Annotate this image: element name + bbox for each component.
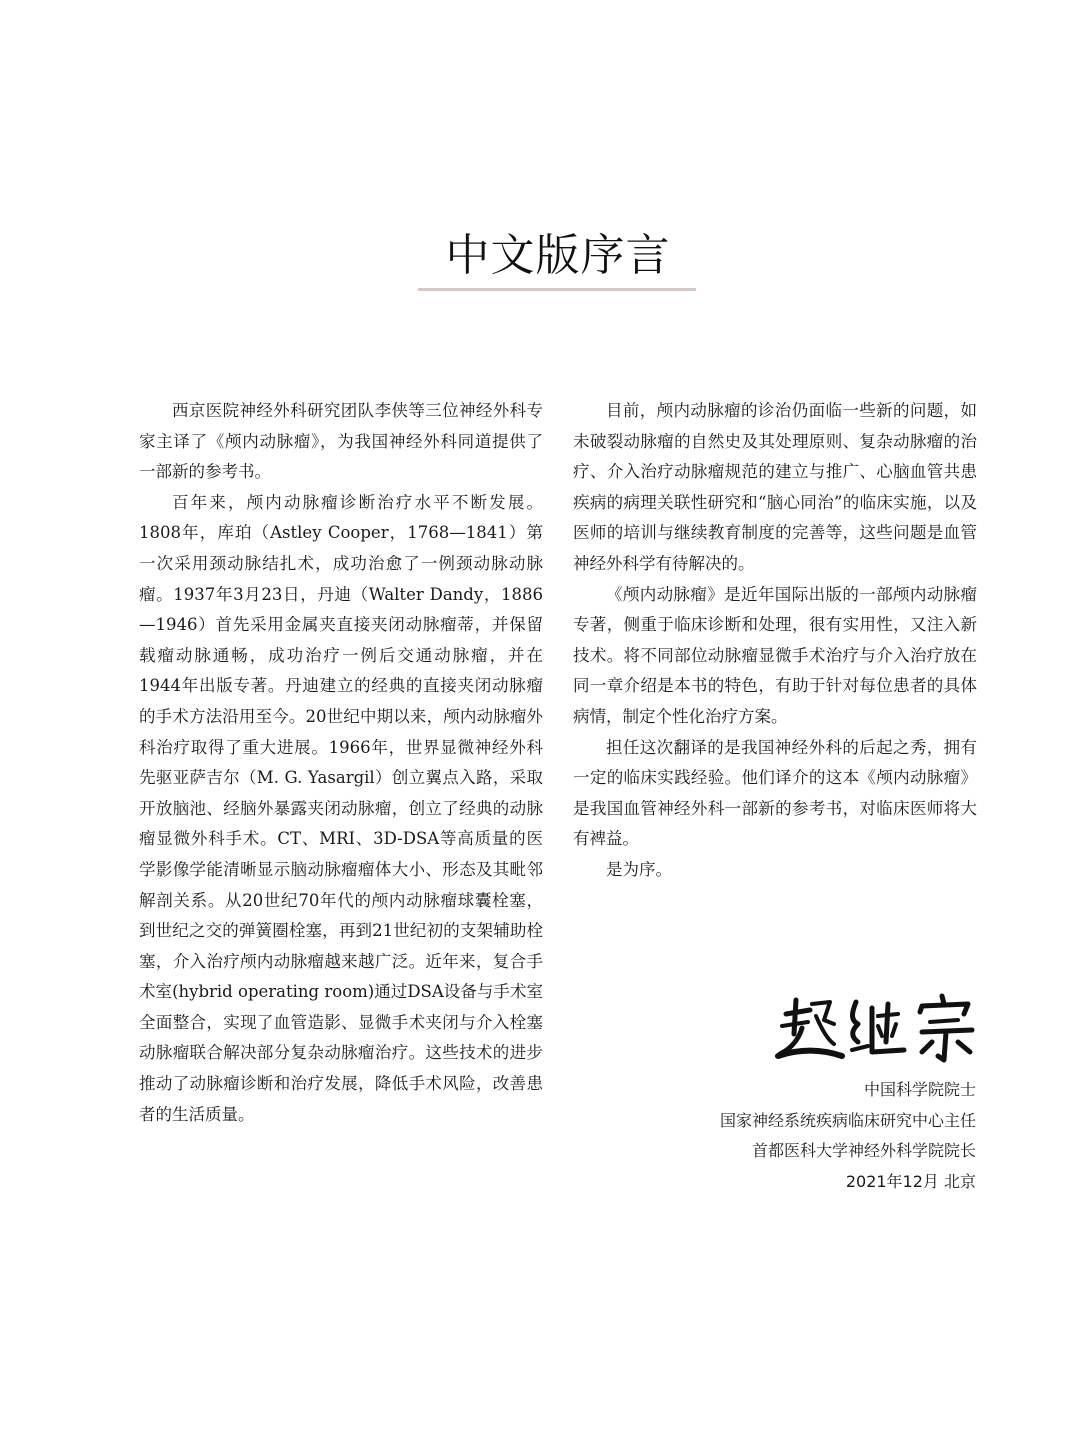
- title-underline: [418, 288, 696, 291]
- page-title: 中文版序言: [445, 230, 671, 281]
- author-credits: [720, 1075, 976, 1197]
- credit-line: 首都医科大学神经外科学院院长: [751, 1141, 976, 1160]
- credit-line: 国家神经系统疾病临床研究中心主任: [719, 1110, 976, 1130]
- credit-line: 中国科学院院士: [863, 1080, 976, 1099]
- paragraph: 目前，颅内动脉瘤的诊治仍面临一些新的问题，如未破裂动脉瘤的自然史及其处理原则、复杂动脉瘤的治疗、介入治疗动脉瘤规范的建立与推广、心脑血管共患疾病的病理关联性研究和“脑心同治”的临床实施，以及医师的培训与继续教育制度的完善等，这些问题是血管神经外科学有待解决的。: [573, 401, 977, 573]
- handwritten-signature: [772, 990, 982, 1066]
- paragraph: 担任这次翻译的是我国神经外科的后起之秀，拥有一定的临床实践经验。他们译介的这本《颅内动脉瘤》是我国血管神经外科一部新的参考书，对临床医师将大有裨益。: [573, 737, 977, 849]
- paragraph: 是为序。: [606, 859, 672, 879]
- paragraph: 《颅内动脉瘤》是近年国际出版的一部颅内动脉瘤专著，侧重于临床诊断和处理，很有实用性，又注入新技术。将不同部位动脉瘤显微手术治疗与介入治疗放在同一章介绍是本书的特色，有助于针对每位患者的具体病情，制定个性化治疗方案。: [573, 584, 977, 726]
- right-column: [573, 396, 977, 886]
- paragraph: 西京医院神经外科研究团队李侠等三位神经外科专家主译了《颅内动脉瘤》，为我国神经外科同道提供了一部新的参考书。: [139, 401, 543, 482]
- paragraph: 百年来，颅内动脉瘤诊断治疗水平不断发展。1808年，库珀（Astley Cooper，1768—1841）第一次采用颈动脉结扎术，成功治愈了一例颈动脉动脉瘤。1937年3月23日，丹迪（Walter Dandy，1886—1946）首先采用金属夹直接夹闭动脉瘤蒂，并保留载瘤动脉通畅，成功治疗一例后交通动脉瘤，并在1944年出版专著。丹迪建立的经典的直接夹闭动脉瘤的手术方法沿用至今。20世纪中期以来，颅内动脉瘤外科治疗取得了重大进展。1966年，世界显微神经外科先驱亚萨吉尔（M. G. Yasargil）创立翼点入路，采取开放脑池、经脑外暴露夹闭动脉瘤，创立了经典的动脉瘤显微外科手术。CT、MRI、3D-DSA等高质量的医学影像学能清晰显示脑动脉瘤瘤体大小、形态及其毗邻解剖关系。从20世纪70年代的颅内动脉瘤球囊栓塞，到世纪之交的弹簧圈栓塞，再到21世纪初的支架辅助栓塞，介入治疗颅内动脉瘤越来越广泛。近年来，复合手术室(hybrid operating room)通过DSA设备与手术室全面整合，实现了血管造影、显微手术夹闭与介入栓塞动脉瘤联合解决部分复杂动脉瘤治疗。这些技术的进步推动了动脉瘤诊断和治疗发展，降低手术风险，改善患者的生活质量。: [139, 492, 543, 1124]
- left-column: [139, 396, 543, 1130]
- credit-date: 2021年12月 北京: [845, 1171, 976, 1191]
